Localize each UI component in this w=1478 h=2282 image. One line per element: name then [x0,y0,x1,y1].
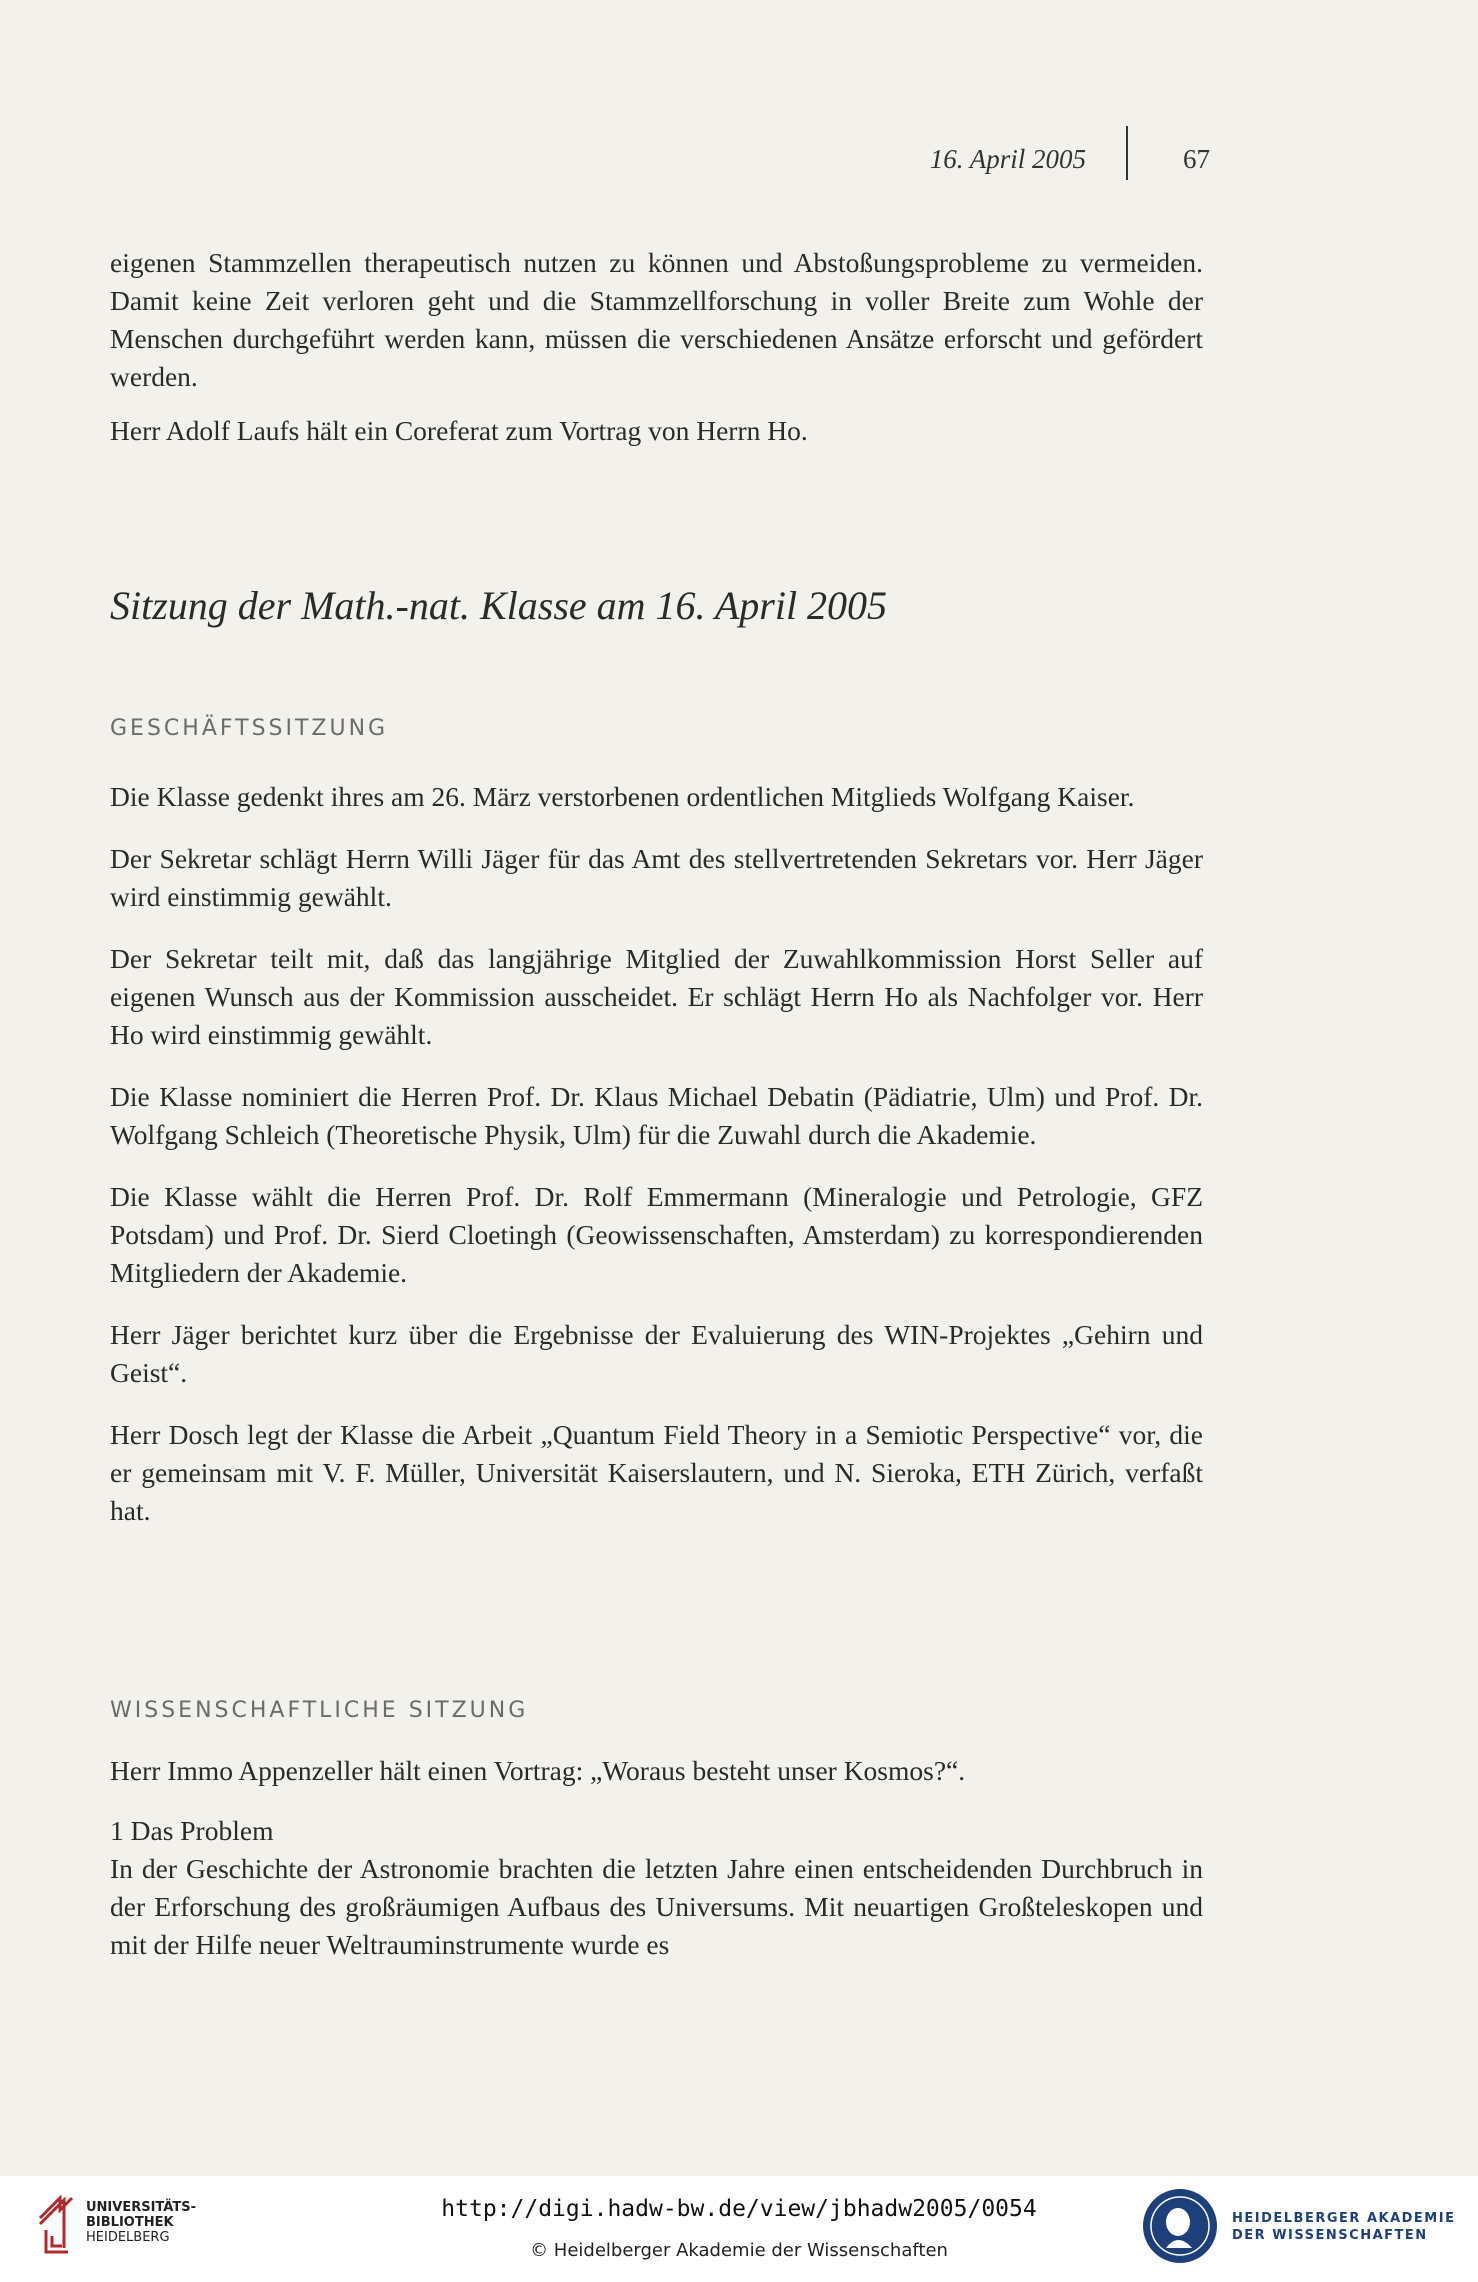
business-block [110,778,1203,1530]
academy-line: DER WISSENSCHAFTEN [1232,2228,1428,2243]
scientific-block [110,1752,1203,1964]
page-number: 67 [1183,144,1210,174]
copyright-notice: © Heidelberger Akademie der Wissenschaften [530,2240,948,2261]
academy-name [1232,2210,1455,2244]
intro-paragraph: eigenen Stammzellen therapeutisch nutzen zu können und Abstoßungsprobleme zu vermeiden. Damit keine Zeit verloren geht und die Stammzellforschung in voller Breite zum Wohle der Menschen durchgeführt werden kann, müssen die verschiedenen Ansätze erforscht und gefördert werden. [110,247,1203,392]
library-line: BIBLIOTHEK [86,2215,174,2230]
business-paragraph: Die Klasse nominiert die Herren Prof. Dr. Klaus Michael Debatin (Pädiatrie, Ulm) und Prof. Dr. Wolfgang Schleich (Theoretische Physik, Ulm) für die Zuwahl durch die Akademie. [110,1081,1203,1150]
scientific-paragraph: In der Geschichte der Astronomie brachten die letzten Jahre einen entscheidenden Durchbruch in der Erforschung des großräumigen Aufbaus des Universums. Mit neuartigen Großteleskopen und mit der Hilfe neuer Weltrauminstrumente wurde es [110,1853,1203,1960]
business-paragraph: Die Klasse gedenkt ihres am 26. März verstorbenen ordentlichen Mitglieds Wolfgang Kaiser. [110,781,1135,812]
scientific-subheading: 1 Das Problem [110,1815,274,1846]
header-separator [1126,126,1128,180]
section-title: Sitzung der Math.-nat. Klasse am 16. April 2005 [110,583,888,628]
business-paragraph: Der Sekretar schlägt Herrn Willi Jäger für das Amt des stellvertretenden Sekretars vor. Herr Jäger wird einstimmig gewählt. [110,843,1203,912]
business-paragraph: Herr Jäger berichtet kurz über die Ergebnisse der Evaluierung des WIN-Projektes „Gehirn und Geist“. [110,1319,1203,1388]
academy-line: HEIDELBERGER AKADEMIE [1232,2211,1456,2226]
business-paragraph: Herr Dosch legt der Klasse die Arbeit „Quantum Field Theory in a Semiotic Perspective“ vor, die er gemeinsam mit V. F. Müller, Universität Kaiserslautern, und N. Sieroka, ETH Zürich, verfaßt hat. [110,1419,1203,1526]
intro-paragraph: Herr Adolf Laufs hält ein Coreferat zum Vortrag von Herrn Ho. [110,415,808,446]
permalink-url[interactable]: http://digi.hadw-bw.de/view/jbhadw2005/0054 [441,2196,1037,2222]
footer-bar [0,2176,1478,2282]
academy-seal-icon [1140,2186,1220,2266]
library-line: UNIVERSITÄTS- [86,2200,196,2215]
scientific-intro: Herr Immo Appenzeller hält einen Vortrag: „Woraus besteht unser Kosmos?“. [110,1755,966,1786]
business-paragraph: Der Sekretar teilt mit, daß das langjährige Mitglied der Zuwahlkommission Horst Seller auf eigenen Wunsch aus der Kommission ausscheidet. Er schlägt Herrn Ho als Nachfolger vor. Herr Ho wird einstimmig gewählt. [110,943,1203,1050]
running-head [880,144,1210,184]
header-date: 16. April 2005 [929,144,1086,174]
intro-block [110,244,1203,450]
business-paragraph: Die Klasse wählt die Herren Prof. Dr. Rolf Emmermann (Mineralogie und Petrologie, GFZ Potsdam) und Prof. Dr. Sierd Cloetingh (Geowissenschaften, Amsterdam) zu korrespondierenden Mitgliedern der Akademie. [110,1181,1203,1288]
scientific-heading: WISSENSCHAFTLICHE SITZUNG [110,1698,529,1723]
library-line: HEIDELBERG [86,2230,170,2245]
business-heading: GESCHÄFTSSITZUNG [110,716,389,741]
